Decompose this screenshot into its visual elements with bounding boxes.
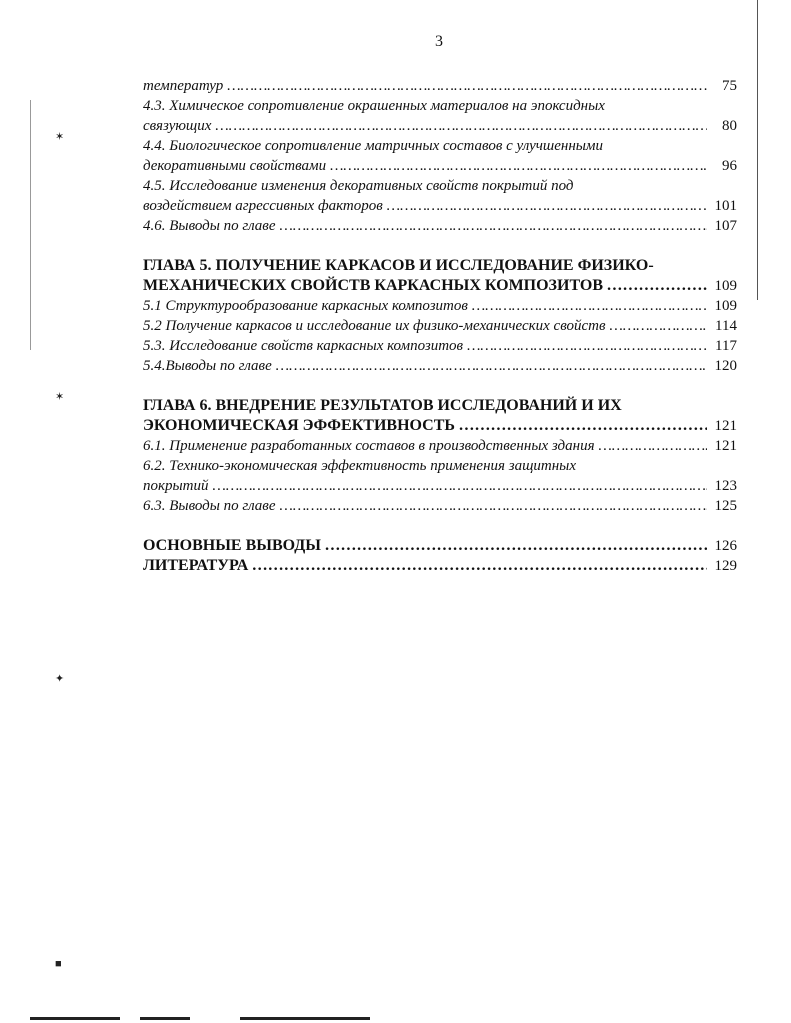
toc-entry-title: 6.3. Выводы по главе (143, 498, 276, 514)
toc-entry-title: ОСНОВНЫЕ ВЫВОДЫ (143, 537, 322, 554)
toc-entry-title: 5.1 Структурообразование каркасных композитов (143, 298, 468, 314)
toc-page-number: 120 (714, 358, 737, 374)
toc-entry-title: 4.3. Химическое сопротивление окрашенных материалов на эпоксидных (143, 98, 605, 114)
toc-leader-dots (472, 296, 707, 316)
toc-section-line (143, 316, 737, 336)
toc-page-number: 123 (714, 478, 737, 494)
toc-page-number: 129 (714, 558, 737, 574)
toc-page-number: 114 (715, 318, 737, 334)
scan-mark-icon: ■ (55, 958, 62, 970)
toc-entry-title: ГЛАВА 5. ПОЛУЧЕНИЕ КАРКАСОВ И ИССЛЕДОВАНИЕ ФИЗИКО- (143, 257, 654, 274)
toc-chapter-line (143, 256, 737, 276)
toc-chapter-line (143, 556, 737, 576)
toc-page-number: 109 (714, 298, 737, 314)
toc-leader-dots (276, 356, 707, 376)
toc-section-line (143, 456, 737, 476)
toc-page-number: 121 (714, 438, 737, 454)
toc-entry-title: 5.4.Выводы по главе (143, 358, 272, 374)
toc-leader-dots (325, 536, 707, 556)
toc-section-line (143, 336, 737, 356)
table-of-contents (143, 76, 737, 576)
toc-page-number: 109 (714, 278, 737, 294)
toc-chapter-line (143, 276, 737, 296)
toc-entry-title: МЕХАНИЧЕСКИХ СВОЙСТВ КАРКАСНЫХ КОМПОЗИТОВ (143, 277, 604, 294)
toc-leader-dots (279, 216, 707, 236)
section-gap (143, 236, 737, 256)
toc-page-number: 126 (714, 538, 737, 554)
toc-section-line (143, 476, 737, 496)
toc-page-number: 117 (715, 338, 737, 354)
toc-entry-title: декоративными свойствами (143, 158, 327, 174)
toc-page-number: 125 (714, 498, 737, 514)
toc-entry-title: 4.5. Исследование изменения декоративных свойств покрытий под (143, 178, 574, 194)
toc-leader-dots (459, 416, 707, 436)
toc-section-line (143, 496, 737, 516)
toc-section-line (143, 176, 737, 196)
toc-leader-dots (387, 196, 707, 216)
toc-section-line (143, 116, 737, 136)
toc-leader-dots (330, 156, 707, 176)
toc-section-line (143, 156, 737, 176)
toc-entry-title: 6.1. Применение разработанных составов в производственных здания (143, 438, 595, 454)
toc-leader-dots (279, 496, 707, 516)
toc-section-line (143, 436, 737, 456)
toc-entry-title: 4.6. Выводы по главе (143, 218, 276, 234)
toc-leader-dots (215, 116, 707, 136)
toc-page-number: 75 (722, 78, 737, 94)
toc-entry-title: ЛИТЕРАТУРА (143, 557, 249, 574)
toc-leader-dots (599, 436, 707, 456)
toc-entry-title: 5.2 Получение каркасов и исследование их физико-механических свойств (143, 318, 606, 334)
toc-entry-title: ЭКОНОМИЧЕСКАЯ ЭФФЕКТИВНОСТЬ (143, 417, 455, 434)
toc-entry-title: 5.3. Исследование свойств каркасных композитов (143, 338, 464, 354)
toc-page-number: 96 (722, 158, 737, 174)
toc-entry-title: 4.4. Биологическое сопротивление матричных составов с улучшенными (143, 138, 603, 154)
toc-leader-dots (252, 556, 707, 576)
toc-leader-dots (227, 76, 707, 96)
toc-section-line (143, 216, 737, 236)
toc-entry-title: 6.2. Технико-экономическая эффективность применения защитных (143, 458, 576, 474)
toc-entry-title: воздействием агрессивных факторов (143, 198, 383, 214)
toc-leader-dots (213, 476, 707, 496)
toc-leader-dots (610, 316, 707, 336)
toc-section-line (143, 76, 737, 96)
toc-page-number: 121 (714, 418, 737, 434)
toc-section-line (143, 96, 737, 116)
scan-mark-icon: ✦ (55, 673, 65, 685)
toc-page-number: 80 (722, 118, 737, 134)
toc-section-line (143, 136, 737, 156)
toc-entry-title: связующих (143, 118, 212, 134)
toc-entry-title: покрытий (143, 478, 209, 494)
section-gap (143, 516, 737, 536)
page-number: 3 (435, 33, 443, 50)
toc-page-number: 107 (714, 218, 737, 234)
toc-page-number: 101 (714, 198, 737, 214)
toc-section-line (143, 356, 737, 376)
toc-entry-title: температур (143, 78, 224, 94)
toc-section-line (143, 296, 737, 316)
scan-mark-icon: ✶ (55, 131, 65, 143)
toc-entry-title: ГЛАВА 6. ВНЕДРЕНИЕ РЕЗУЛЬТАТОВ ИССЛЕДОВАНИЙ И ИХ (143, 397, 622, 414)
toc-chapter-line (143, 536, 737, 556)
toc-chapter-line (143, 396, 737, 416)
scan-mark-icon: ✶ (55, 391, 65, 403)
left-scan-edge (30, 100, 31, 350)
toc-leader-dots (607, 276, 707, 296)
bottom-scan-marks (30, 1017, 370, 1021)
section-gap (143, 376, 737, 396)
toc-section-line (143, 196, 737, 216)
toc-chapter-line (143, 416, 737, 436)
toc-leader-dots (467, 336, 707, 356)
